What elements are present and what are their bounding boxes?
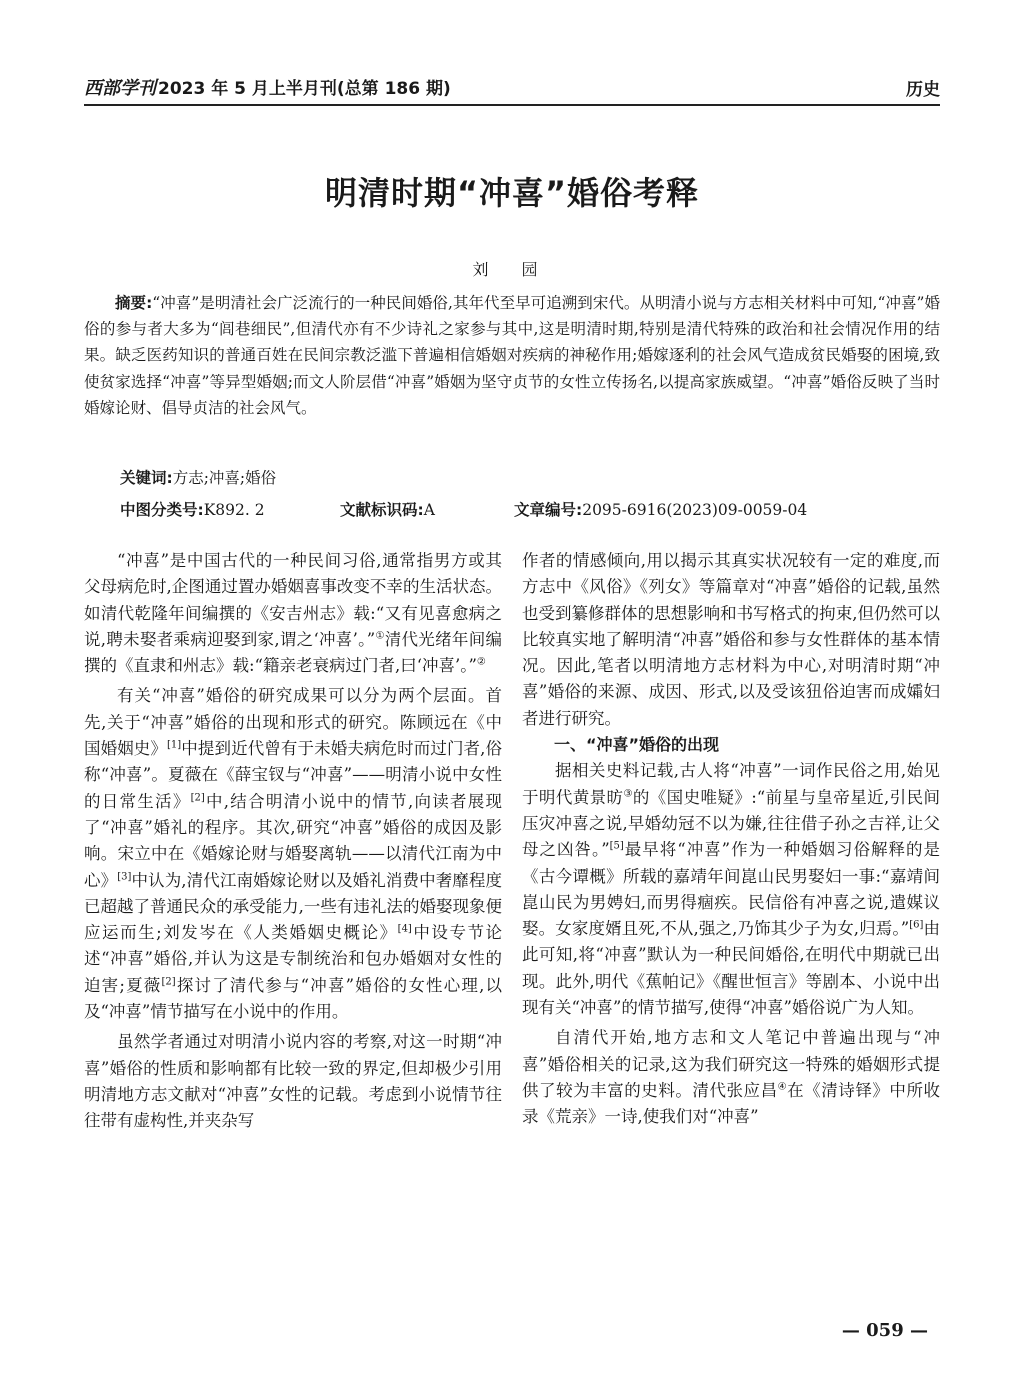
article-number-label: 文章编号: xyxy=(514,501,583,519)
keywords-label: 关键词: xyxy=(120,469,173,487)
clc-number xyxy=(120,498,265,520)
reference-mark: [1] xyxy=(167,739,182,751)
journal-issue-line xyxy=(84,74,451,100)
footnote-mark: ① xyxy=(375,630,385,642)
running-header xyxy=(84,72,940,106)
section-name: 历史 xyxy=(906,80,940,100)
text-run: 中认为,清代江南婚嫁论财以及婚礼消费中奢靡程度已超越了普通民众的承受能力,一些有违礼法的婚娶现象便应运而生;刘发岑在《人类婚姻史概论》 xyxy=(84,870,503,943)
reference-mark: [2] xyxy=(190,792,205,804)
reference-mark: [4] xyxy=(397,923,412,935)
reference-mark: [6] xyxy=(909,919,924,931)
article-author: 刘 园 xyxy=(472,260,552,279)
text-run: 探讨了清代参与“冲喜”婚俗的女性心理,以及“冲喜”情节描写在小说中的作用。 xyxy=(84,975,502,1022)
text-run: 中,结合明清小说中的情节,向读者展现了“冲喜”婚礼的程序。其次,研究“冲喜”婚俗的成因及影响。宋立中在《婚嫁论财与婚娶离轨——以清代江南为中心》 xyxy=(84,791,503,890)
text-run: 清代光绪年间编撰的《直隶和州志》载:“籍亲老衰病过门者,曰‘冲喜’。” xyxy=(84,629,502,676)
reference-mark: [5] xyxy=(609,840,624,852)
article-number xyxy=(514,498,807,520)
text-run: 最早将“冲喜”作为一种婚姻习俗解释的是《古今谭概》所载的嘉靖年间崑山民男娶妇一事:“嘉靖间崑山民为男娉妇,而男得痼疾。民信俗有冲喜之说,遣媒议娶。女家度婿且死,不从,强之,乃饰其少子为女,归焉。” xyxy=(522,840,940,939)
text-run: 中设专节论述“冲喜”婚俗,并认为这是专制统治和包办婚姻对女性的迫害;夏薇 xyxy=(84,923,503,995)
text-run: 有关“冲喜”婚俗的研究成果可以分为两个层面。首先,关于“冲喜”婚俗的出现和形式的研究。陈顾远在《中国婚姻史》 xyxy=(84,686,502,759)
abstract-label: 摘要: xyxy=(115,294,153,312)
article-number-value: 2095-6916(2023)09-0059-04 xyxy=(582,501,808,519)
body-paragraph xyxy=(84,1029,502,1134)
body-column-left xyxy=(84,548,502,1135)
section-heading: 一、“冲喜”婚俗的出现 xyxy=(554,735,720,755)
page-number: — 059 — xyxy=(841,1320,928,1341)
doc-label: 文献标识码: xyxy=(340,501,424,519)
abstract-text: “冲喜”是明清社会广泛流行的一种民间婚俗,其年代至早可追溯到宋代。从明清小说与方志相关材料中可知,“冲喜”婚俗的参与者大多为“闾巷细民”,但清代亦有不少诗礼之家参与其中,这是明清时期,特别是清代特殊的政治和社会情况作用的结果。缺乏医药知识的普通百姓在民间宗教泛滥下普遍相信婚姻对疾病的神秘作用;婚嫁逐利的社会风气造成贫民婚娶的困境,致使贫家选择“冲喜”等异型婚姻;而文人阶层借“冲喜”婚姻为坚守贞节的女性立传扬名,以提高家族威望。“冲喜”婚俗反映了当时婚嫁论财、倡导贞洁的社会风气。 xyxy=(84,294,941,417)
text-run: 作者的情感倾向,用以揭示其真实状况较有一定的难度,而方志中《风俗》《列女》等篇章对“冲喜”婚俗的记载,虽然也受到纂修群体的思想影响和书写格式的拘束,但仍然可以比较真实地了解明清“冲喜”婚俗和参与女性群体的基本情况。因此,笔者以明清地方志材料为中心,对明清时期“冲喜”婚俗的来源、成因、形式,以及受该狃俗迫害而成孀妇者进行研究。 xyxy=(522,551,940,728)
journal-logo: 西部学刊 xyxy=(84,78,156,99)
text-run: 的《国史唯疑》:“前星与皇帝星近,引民间压灾冲喜之说,早婚幼冠不以为嫌,往往借子孙之吉祥,让父母之凶咎。” xyxy=(522,787,941,860)
footnote-mark: ③ xyxy=(623,788,633,800)
text-run: 中提到近代曾有于未婚夫病危时而过门者,俗称“冲喜”。夏薇在《薛宝钗与“冲喜”——明清小说中女性的日常生活》 xyxy=(84,739,502,811)
issue-info: 2023 年 5 月上半月刊(总第 186 期) xyxy=(158,79,451,99)
reference-mark: [3] xyxy=(117,871,132,883)
keywords xyxy=(120,466,276,488)
article-title: 明清时期“冲喜”婚俗考释 xyxy=(324,174,700,212)
body-paragraph xyxy=(522,758,940,1021)
clc-label: 中图分类号: xyxy=(120,501,204,519)
reference-mark: [2] xyxy=(161,976,176,988)
doc-value: A xyxy=(423,501,435,519)
document-code xyxy=(340,498,435,520)
text-run: 自清代开始,地方志和文人笔记中普遍出现与“冲喜”婚俗相关的记录,这为我们研究这一特殊的婚姻形式提供了较为丰富的史料。清代张应昌 xyxy=(522,1028,940,1100)
body-column-right xyxy=(522,548,940,1131)
body-paragraph xyxy=(84,548,502,679)
text-run: 虽然学者通过对明清小说内容的考察,对这一时期“冲喜”婚俗的性质和影响都有比较一致的界定,但却极少引用明清地方志文献对“冲喜”女性的记载。考虑到小说情节往往带有虚构性,并夹杂写 xyxy=(84,1032,502,1131)
text-run: 由此可知,将“冲喜”默认为一种民间婚俗,在明代中期就已出现。此外,明代《蕉帕记》《醒世恒言》等剧本、小说中出现有关“冲喜”的情节描写,使得“冲喜”婚俗说广为人知。 xyxy=(522,919,941,1018)
clc-value: K892. 2 xyxy=(203,501,265,519)
text-run: 据相关史料记载,古人将“冲喜”一词作民俗之用,始见于明代黄景昉 xyxy=(522,761,940,807)
footnote-mark: ② xyxy=(476,656,486,668)
footnote-mark: ④ xyxy=(777,1081,788,1093)
abstract xyxy=(84,290,940,421)
keywords-text: 方志;冲喜;婚俗 xyxy=(172,469,277,487)
body-paragraph xyxy=(84,683,502,1025)
text-run: 在《清诗铎》中所收录《荒亲》一诗,使我们对“冲喜” xyxy=(522,1080,941,1127)
body-paragraph-continued xyxy=(522,548,940,732)
body-paragraph xyxy=(522,1025,940,1130)
text-run: “冲喜”是中国古代的一种民间习俗,通常指男方或其父母病危时,企图通过置办婚姻喜事改变不幸的生活状态。如清代乾隆年间编撰的《安吉州志》载:“又有见喜愈病之说,聘未娶者乘病迎娶到家,谓之‘冲喜’。” xyxy=(84,551,502,649)
